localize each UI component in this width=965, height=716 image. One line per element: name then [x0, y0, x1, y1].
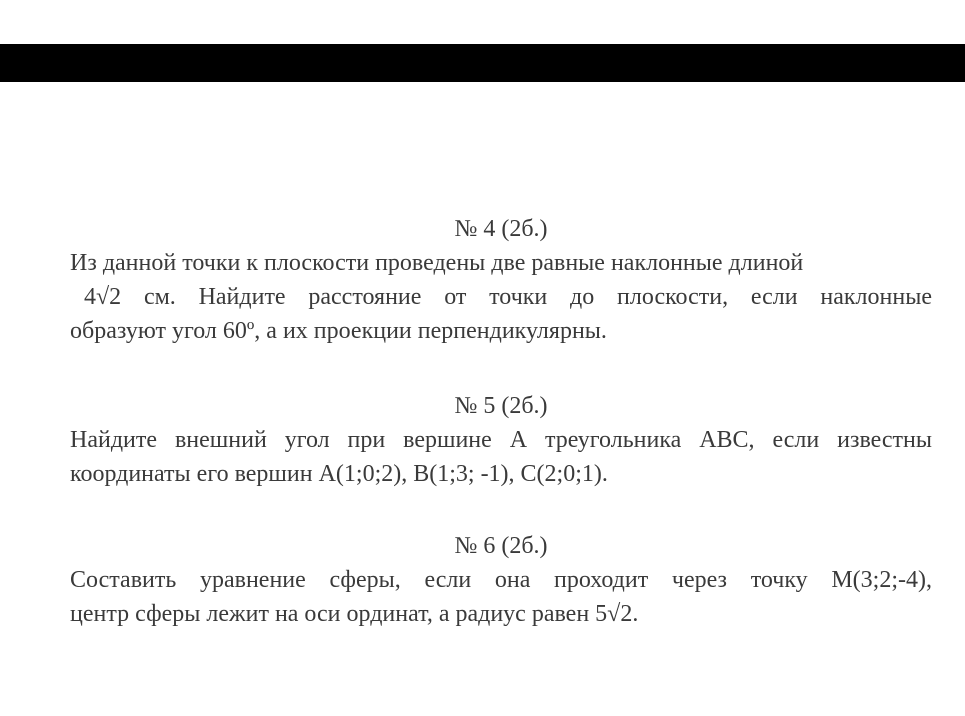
- problem-6-title: № 6 (2б.): [454, 533, 548, 559]
- problem-4-line-3: образуют угол 60º, а их проекции перпендикулярны.: [70, 318, 607, 344]
- problem-5-line-1: Найдите внешний угол при вершине А треугольника АВС, если известны: [70, 427, 932, 453]
- problem-6: [70, 529, 932, 631]
- problem-5: [70, 389, 932, 491]
- problem-4-title: № 4 (2б.): [454, 216, 548, 242]
- problem-5-title: № 5 (2б.): [454, 393, 548, 419]
- problem-5-line-2: координаты его вершин А(1;0;2), В(1;3; -1), С(2;0;1).: [70, 461, 608, 487]
- problem-4: [70, 212, 932, 348]
- problem-4-line-2: 4√2 см. Найдите расстояние от точки до плоскости, если наклонные: [84, 284, 932, 310]
- problem-4-line-1: Из данной точки к плоскости проведены две равные наклонные длиной: [70, 250, 804, 276]
- problem-6-line-2: центр сферы лежит на оси ординат, а радиус равен 5√2.: [70, 601, 639, 627]
- problem-6-line-1: Составить уравнение сферы, если она проходит через точку М(3;2;-4),: [70, 567, 932, 593]
- top-black-band: [0, 44, 965, 82]
